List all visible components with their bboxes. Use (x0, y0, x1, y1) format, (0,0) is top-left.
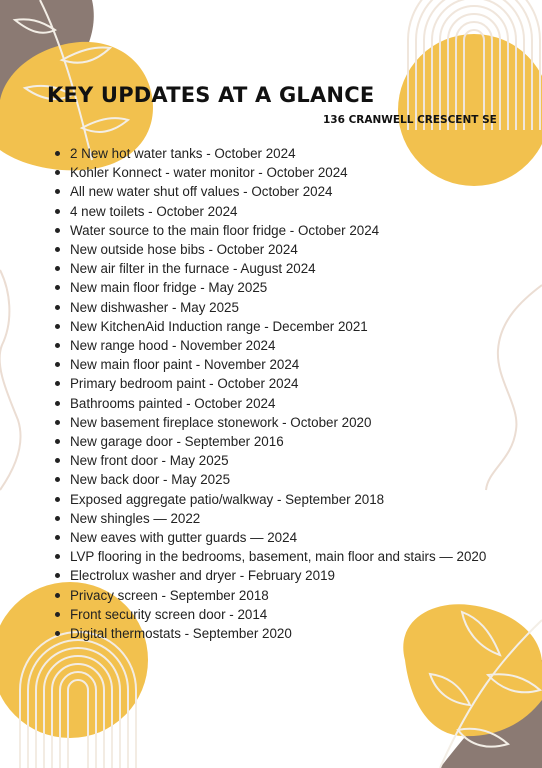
list-item: Front security screen door - 2014 (50, 605, 486, 624)
list-item: All new water shut off values - October 2024 (50, 182, 486, 201)
right-squiggle-line (486, 285, 542, 490)
list-item: New eaves with gutter guards — 2024 (50, 528, 486, 547)
list-item: New back door - May 2025 (50, 470, 486, 489)
left-squiggle-line (0, 270, 21, 490)
list-item: Water source to the main floor fridge - October 2024 (50, 221, 486, 240)
list-item: Digital thermostats - September 2020 (50, 624, 486, 643)
list-item: New range hood - November 2024 (50, 336, 486, 355)
list-item: New front door - May 2025 (50, 451, 486, 470)
list-item: Privacy screen - September 2018 (50, 586, 486, 605)
list-item: New outside hose bibs - October 2024 (50, 240, 486, 259)
list-item: New air filter in the furnace - August 2024 (50, 259, 486, 278)
list-item: New dishwasher - May 2025 (50, 298, 486, 317)
page-title: KEY UPDATES AT A GLANCE (47, 83, 375, 107)
list-item: 2 New hot water tanks - October 2024 (50, 144, 486, 163)
list-item: Electrolux washer and dryer - February 2019 (50, 566, 486, 585)
list-item: LVP flooring in the bedrooms, basement, main floor and stairs — 2020 (50, 547, 486, 566)
list-item: Bathrooms painted - October 2024 (50, 394, 486, 413)
list-item: New garage door - September 2016 (50, 432, 486, 451)
list-item: New basement fireplace stonework - October 2020 (50, 413, 486, 432)
list-item: 4 new toilets - October 2024 (50, 202, 486, 221)
property-address: 136 CRANWELL CRESCENT SE (323, 114, 497, 126)
updates-list (50, 144, 486, 643)
list-item: Exposed aggregate patio/walkway - September 2018 (50, 490, 486, 509)
list-item: New KitchenAid Induction range - December 2021 (50, 317, 486, 336)
list-item: New main floor paint - November 2024 (50, 355, 486, 374)
list-item: Primary bedroom paint - October 2024 (50, 374, 486, 393)
list-item: New main floor fridge - May 2025 (50, 278, 486, 297)
list-item: Kohler Konnect - water monitor - October 2024 (50, 163, 486, 182)
list-item: New shingles — 2022 (50, 509, 486, 528)
